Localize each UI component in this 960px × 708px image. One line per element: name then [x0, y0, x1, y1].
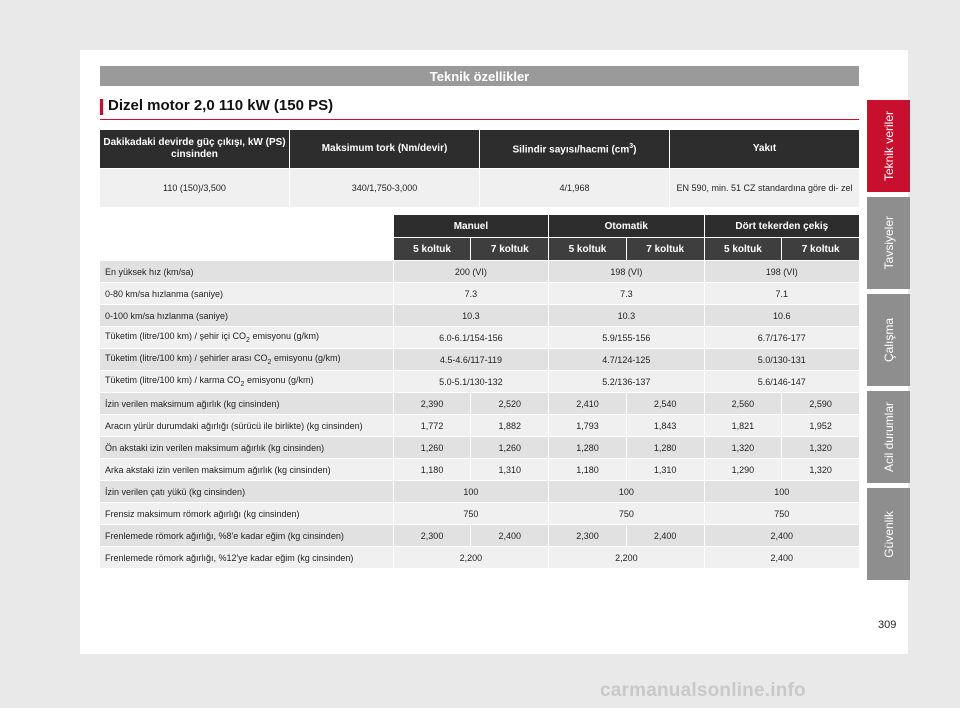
table-cell: 1,793 — [549, 415, 626, 436]
table-row — [100, 283, 859, 304]
table-cell: 750 — [394, 503, 548, 524]
value-torque: 340/1,750-3,000 — [290, 169, 479, 207]
specs-header-row — [100, 130, 859, 168]
side-tab-operation[interactable] — [867, 294, 910, 386]
row-label-subscript: 2 — [246, 336, 250, 344]
table-cell: 4.7/124-125 — [549, 349, 703, 370]
table-cell: 198 (VI) — [705, 261, 859, 282]
row-label: 0-100 km/sa hızlanma (saniye) — [100, 305, 393, 326]
table-cell: 1,952 — [782, 415, 859, 436]
table-cell: 750 — [705, 503, 859, 524]
table-cell: 2,520 — [471, 393, 548, 414]
row-label — [100, 349, 393, 370]
row-label: İzin verilen çatı yükü (kg cinsinden) — [100, 481, 393, 502]
table-cell: 1,290 — [705, 459, 782, 480]
table-row — [100, 503, 859, 524]
value-power: 110 (150)/3,500 — [100, 169, 289, 207]
table-cell: 2,560 — [705, 393, 782, 414]
page-title: Dizel motor 2,0 110 kW (150 PS) — [108, 97, 334, 114]
table-cell: 1,180 — [549, 459, 626, 480]
table-cell: 1,320 — [782, 459, 859, 480]
table-cell: 10.3 — [394, 305, 548, 326]
table-row — [100, 305, 859, 326]
side-tab-label: Acil durumlar — [881, 401, 896, 473]
row-label-subscript: 2 — [267, 358, 272, 366]
side-tab-label: Tavsiyeler — [881, 216, 896, 270]
row-label-text: emisyonu (g/km) — [249, 331, 319, 342]
table-cell: 7.3 — [394, 283, 548, 304]
row-label — [100, 327, 393, 348]
table-cell: 5.2/136-137 — [549, 371, 703, 392]
table-cell: 1,310 — [471, 459, 548, 480]
subheader-cell: 7 koltuk — [627, 238, 704, 260]
table-row — [100, 547, 859, 568]
table-row — [100, 393, 859, 414]
side-tabs — [867, 100, 910, 585]
blank-header-cell — [100, 215, 393, 260]
table-row — [100, 525, 859, 546]
table-cell: 1,260 — [471, 437, 548, 458]
group-4wd: Dört tekerden çekiş — [705, 215, 859, 237]
side-tab-safety[interactable] — [867, 488, 910, 580]
table-cell: 5.0-5.1/130-132 — [394, 371, 548, 392]
row-label-text: Tüketim (litre/100 km) / karma CO — [105, 375, 241, 386]
row-label: 0-80 km/sa hızlanma (saniye) — [100, 283, 393, 304]
row-label: Arka akstaki izin verilen maksimum ağırlık (kg cinsinden) — [100, 459, 393, 480]
header-cylinders-close: ) — [633, 144, 637, 156]
row-label: En yüksek hız (km/sa) — [100, 261, 393, 282]
table-cell: 1,320 — [782, 437, 859, 458]
table-row — [100, 371, 859, 392]
row-label-text: Tüketim (litre/100 km) / şehirler arası CO — [105, 353, 268, 364]
row-label-text: emisyonu (g/km) — [244, 375, 314, 386]
table-cell: 100 — [394, 481, 548, 502]
table-row — [100, 415, 859, 436]
table-cell: 2,400 — [627, 525, 704, 546]
title-rule — [100, 119, 859, 120]
table-cell: 5.6/146-147 — [705, 371, 859, 392]
title-accent-bar — [100, 99, 103, 115]
table-cell: 1,260 — [394, 437, 471, 458]
table-cell: 1,821 — [705, 415, 782, 436]
side-tab-advice[interactable] — [867, 197, 910, 289]
side-tab-emergency[interactable] — [867, 391, 910, 483]
table-cell: 100 — [705, 481, 859, 502]
table-cell: 7.1 — [705, 283, 859, 304]
table-cell: 2,400 — [705, 547, 859, 568]
row-label: İzin verilen maksimum ağırlık (kg cinsinden) — [100, 393, 393, 414]
page-number: 309 — [878, 619, 897, 631]
table-cell: 2,300 — [549, 525, 626, 546]
subheader-cell: 5 koltuk — [705, 238, 782, 260]
table-cell: 2,200 — [394, 547, 548, 568]
table-cell: 2,590 — [782, 393, 859, 414]
table-cell: 6.7/176-177 — [705, 327, 859, 348]
group-automatic: Otomatik — [549, 215, 703, 237]
table-cell: 1,772 — [394, 415, 471, 436]
table-cell: 1,843 — [627, 415, 704, 436]
subheader-cell: 5 koltuk — [394, 238, 471, 260]
table-row — [100, 481, 859, 502]
header-power: Dakikadaki devirde güç çıkışı, kW (PS) cinsinden — [100, 130, 289, 168]
header-cylinders — [480, 130, 669, 168]
row-label-text: Tüketim (litre/100 km) / şehir içi CO — [105, 331, 247, 342]
engine-specs-table — [99, 129, 860, 208]
table-cell: 2,300 — [394, 525, 471, 546]
performance-body — [100, 261, 859, 568]
subheader-cell: 7 koltuk — [471, 238, 548, 260]
specs-value-row — [100, 169, 859, 207]
row-label: Frensiz maksimum römork ağırlığı (kg cinsinden) — [100, 503, 393, 524]
table-cell: 1,310 — [627, 459, 704, 480]
table-row — [100, 459, 859, 480]
table-cell: 1,280 — [549, 437, 626, 458]
table-cell: 1,180 — [394, 459, 471, 480]
table-cell: 10.3 — [549, 305, 703, 326]
table-cell: 1,280 — [627, 437, 704, 458]
table-cell: 2,410 — [549, 393, 626, 414]
table-cell: 2,400 — [705, 525, 859, 546]
side-tab-label: Güvenlik — [881, 510, 896, 558]
table-row — [100, 261, 859, 282]
table-cell: 100 — [549, 481, 703, 502]
header-cylinders-text: Silindir sayısı/hacmi (cm — [512, 144, 630, 156]
table-row — [100, 437, 859, 458]
table-cell: 750 — [549, 503, 703, 524]
table-row — [100, 327, 859, 348]
header-torque: Maksimum tork (Nm/devir) — [290, 130, 479, 168]
row-label: Ön akstaki izin verilen maksimum ağırlık (kg cinsinden) — [100, 437, 393, 458]
table-row — [100, 349, 859, 370]
table-cell: 1,882 — [471, 415, 548, 436]
row-label: Aracın yürür durumdaki ağırlığı (sürücü ile birlikte) (kg cinsinden) — [100, 415, 393, 436]
header-cylinders-sup: 3 — [629, 143, 634, 151]
table-cell: 7.3 — [549, 283, 703, 304]
row-label-subscript: 2 — [240, 380, 245, 388]
table-cell: 4.5-4.6/117-119 — [394, 349, 548, 370]
value-fuel: EN 590, min. 51 CZ standardına göre di- zel — [670, 169, 859, 207]
table-cell: 1,320 — [705, 437, 782, 458]
table-cell: 6.0-6.1/154-156 — [394, 327, 548, 348]
table-cell: 5.9/155-156 — [549, 327, 703, 348]
section-title: Teknik özellikler — [100, 66, 859, 86]
table-cell: 10.6 — [705, 305, 859, 326]
watermark: carmanualsonline.info — [600, 680, 806, 701]
subheader-cell: 5 koltuk — [549, 238, 626, 260]
header-fuel: Yakıt — [670, 130, 859, 168]
table-cell: 5.0/130-131 — [705, 349, 859, 370]
subheader-cell: 7 koltuk — [782, 238, 859, 260]
side-tab-label: Teknik veriler — [881, 110, 896, 182]
table-cell: 2,400 — [471, 525, 548, 546]
row-label-text: emisyonu (g/km) — [271, 353, 341, 364]
table-cell: 198 (VI) — [549, 261, 703, 282]
row-label — [100, 371, 393, 392]
table-cell: 2,200 — [549, 547, 703, 568]
performance-table — [99, 214, 860, 569]
table-cell: 2,540 — [627, 393, 704, 414]
row-label: Frenlemede römork ağırlığı, %12'ye kadar eğim (kg cinsinden) — [100, 547, 393, 568]
group-manual: Manuel — [394, 215, 548, 237]
group-header-row — [100, 215, 859, 237]
side-tab-technical[interactable] — [867, 100, 910, 192]
table-cell: 2,390 — [394, 393, 471, 414]
side-tab-label: Çalışma — [881, 317, 896, 362]
table-cell: 200 (VI) — [394, 261, 548, 282]
value-cylinders: 4/1,968 — [480, 169, 669, 207]
row-label: Frenlemede römork ağırlığı, %8'e kadar eğim (kg cinsinden) — [100, 525, 393, 546]
